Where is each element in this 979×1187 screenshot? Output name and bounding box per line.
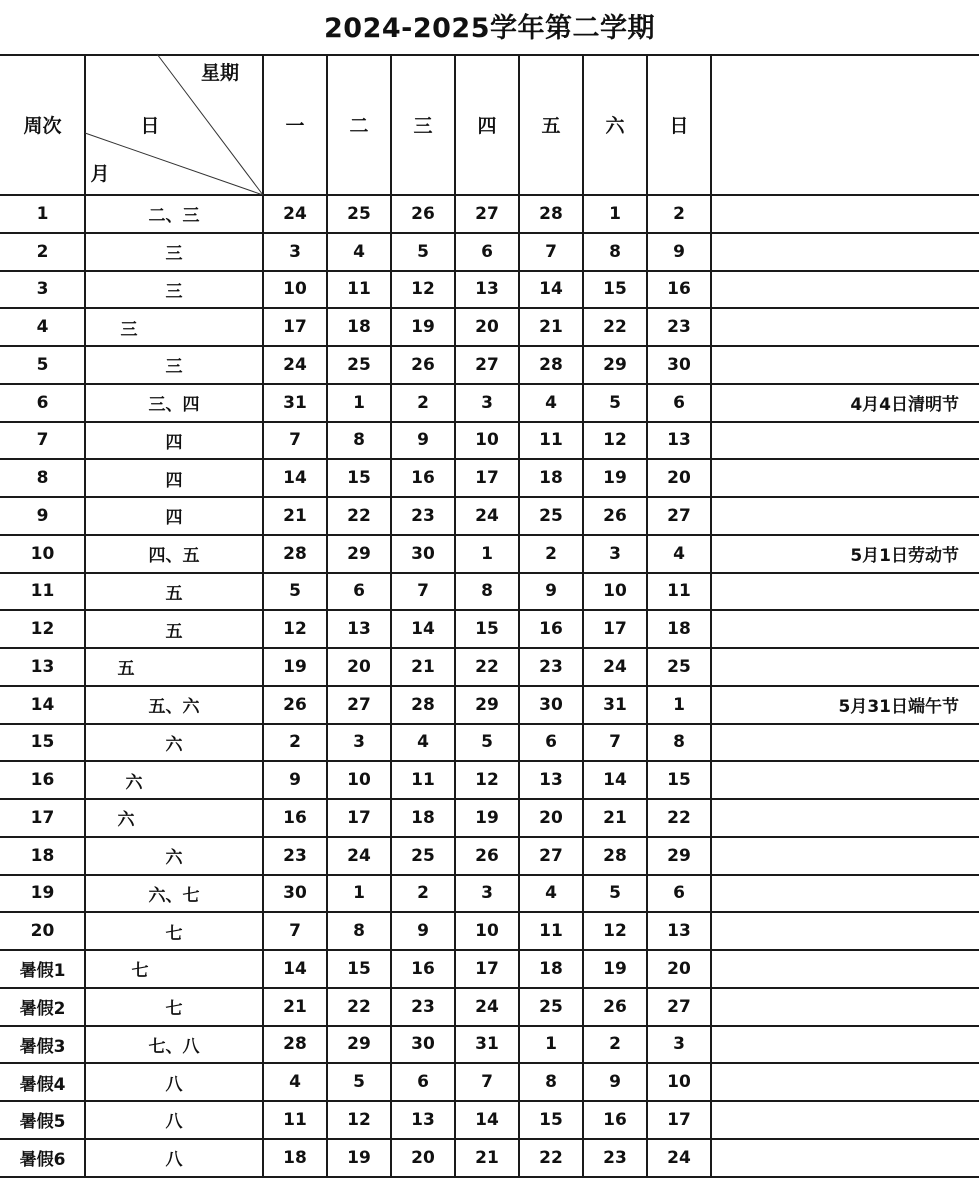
day-number: 29	[347, 543, 371, 564]
header-corner-weekday: 星期	[200, 61, 239, 84]
week-number: 暑假5	[19, 1112, 66, 1133]
day-number: 30	[411, 1034, 435, 1055]
day-number: 14	[539, 279, 563, 300]
day-number: 9	[417, 921, 429, 942]
month-label: 七、八	[148, 1036, 200, 1057]
day-number: 2	[673, 203, 685, 224]
day-number: 17	[347, 807, 371, 828]
day-number: 24	[283, 354, 307, 375]
day-number: 11	[347, 279, 371, 300]
day-number: 4	[545, 883, 557, 904]
day-number: 2	[417, 883, 429, 904]
day-number: 3	[673, 1034, 685, 1055]
day-number: 24	[603, 656, 627, 677]
day-number: 13	[475, 279, 499, 300]
day-number: 19	[475, 807, 499, 828]
week-number: 11	[30, 581, 55, 602]
day-number: 30	[539, 694, 563, 715]
day-number: 21	[283, 996, 307, 1017]
day-number: 15	[347, 468, 371, 489]
day-number: 13	[411, 1109, 435, 1130]
holiday-note	[711, 497, 959, 535]
day-number: 27	[667, 996, 691, 1017]
day-number: 17	[603, 619, 627, 640]
day-number: 22	[667, 807, 691, 828]
holiday-note: 4月4日清明节	[850, 395, 959, 416]
day-number: 10	[667, 1072, 691, 1093]
day-number: 1	[353, 392, 365, 413]
day-number: 3	[481, 392, 493, 413]
holiday-note	[711, 1026, 959, 1064]
holiday-note	[711, 837, 959, 875]
day-number: 20	[667, 958, 691, 979]
holiday-note: 5月31日端午节	[838, 697, 959, 718]
day-number: 10	[475, 921, 499, 942]
week-number: 9	[36, 505, 49, 526]
day-number: 27	[539, 845, 563, 866]
day-number: 31	[603, 694, 627, 715]
day-number: 11	[283, 1109, 307, 1130]
day-number: 8	[353, 430, 365, 451]
day-number: 29	[603, 354, 627, 375]
day-number: 11	[539, 921, 563, 942]
week-number: 5	[36, 354, 49, 375]
day-number: 28	[283, 1034, 307, 1055]
header-week-no: 周次	[23, 115, 62, 137]
month-label: 二、三	[148, 206, 200, 227]
day-number: 14	[475, 1109, 499, 1130]
week-number: 16	[30, 770, 55, 791]
header-weekday: 五	[541, 115, 561, 137]
day-number: 7	[481, 1072, 493, 1093]
holiday-note	[711, 950, 959, 988]
month-label: 五、六	[148, 697, 200, 718]
day-number: 10	[283, 279, 307, 300]
day-number: 2	[289, 732, 301, 753]
day-number: 15	[539, 1109, 563, 1130]
day-number: 16	[539, 619, 563, 640]
week-number: 暑假6	[19, 1150, 66, 1171]
day-number: 6	[545, 732, 557, 753]
week-number: 19	[30, 883, 55, 904]
day-number: 6	[673, 883, 685, 904]
day-number: 3	[481, 883, 493, 904]
day-number: 25	[539, 505, 563, 526]
day-number: 12	[603, 921, 627, 942]
day-number: 6	[481, 241, 493, 262]
day-number: 25	[411, 845, 435, 866]
week-number: 6	[36, 392, 49, 413]
week-number: 7	[36, 430, 49, 451]
holiday-note	[711, 1101, 959, 1139]
week-number: 暑假2	[19, 999, 66, 1020]
holiday-note	[711, 799, 959, 837]
day-number: 27	[347, 694, 371, 715]
header-corner-day: 日	[140, 115, 160, 137]
day-number: 24	[667, 1147, 691, 1168]
month-label: 七	[131, 961, 149, 982]
holiday-note	[711, 271, 959, 309]
day-number: 12	[283, 619, 307, 640]
day-number: 9	[289, 770, 301, 791]
day-number: 28	[539, 354, 563, 375]
day-number: 26	[603, 505, 627, 526]
week-number: 12	[30, 619, 55, 640]
day-number: 5	[609, 883, 621, 904]
month-label: 七	[165, 923, 183, 944]
week-number: 暑假3	[19, 1036, 66, 1057]
day-number: 30	[667, 354, 691, 375]
holiday-note	[711, 610, 959, 648]
month-label: 七	[165, 999, 183, 1020]
day-number: 14	[603, 770, 627, 791]
day-number: 23	[667, 317, 691, 338]
day-number: 18	[539, 958, 563, 979]
month-label: 六	[125, 772, 143, 793]
month-label: 八	[165, 1074, 183, 1095]
week-number: 1	[36, 203, 49, 224]
day-number: 26	[603, 996, 627, 1017]
day-number: 18	[411, 807, 435, 828]
week-number: 14	[30, 694, 55, 715]
day-number: 5	[353, 1072, 365, 1093]
day-number: 29	[347, 1034, 371, 1055]
day-number: 22	[475, 656, 499, 677]
week-number: 10	[30, 543, 55, 564]
holiday-note	[711, 1063, 959, 1101]
day-number: 16	[603, 1109, 627, 1130]
day-number: 25	[667, 656, 691, 677]
day-number: 13	[539, 770, 563, 791]
day-number: 26	[411, 203, 435, 224]
day-number: 9	[673, 241, 685, 262]
day-number: 22	[603, 317, 627, 338]
month-label: 三	[120, 319, 138, 340]
week-number: 15	[30, 732, 55, 753]
month-label: 五	[165, 583, 183, 604]
holiday-note	[711, 988, 959, 1026]
day-number: 17	[475, 958, 499, 979]
holiday-note	[711, 573, 959, 611]
week-number: 18	[30, 845, 55, 866]
month-label: 六	[165, 734, 183, 755]
holiday-note	[711, 912, 959, 950]
day-number: 31	[283, 392, 307, 413]
day-number: 20	[667, 468, 691, 489]
day-number: 14	[411, 619, 435, 640]
week-number: 13	[30, 656, 55, 677]
day-number: 12	[411, 279, 435, 300]
day-number: 15	[603, 279, 627, 300]
day-number: 16	[283, 807, 307, 828]
day-number: 22	[347, 996, 371, 1017]
header-weekday: 日	[669, 115, 689, 137]
day-number: 26	[283, 694, 307, 715]
day-number: 4	[673, 543, 685, 564]
day-number: 15	[475, 619, 499, 640]
day-number: 9	[417, 430, 429, 451]
day-number: 5	[289, 581, 301, 602]
day-number: 24	[475, 505, 499, 526]
day-number: 13	[667, 921, 691, 942]
day-number: 24	[347, 845, 371, 866]
day-number: 24	[475, 996, 499, 1017]
day-number: 20	[539, 807, 563, 828]
week-number: 2	[36, 241, 49, 262]
header-weekday: 三	[413, 115, 433, 137]
day-number: 2	[545, 543, 557, 564]
day-number: 10	[603, 581, 627, 602]
day-number: 23	[411, 505, 435, 526]
month-label: 三	[165, 244, 183, 265]
day-number: 16	[411, 468, 435, 489]
day-number: 31	[475, 1034, 499, 1055]
day-number: 4	[353, 241, 365, 262]
day-number: 8	[545, 1072, 557, 1093]
day-number: 6	[673, 392, 685, 413]
day-number: 26	[475, 845, 499, 866]
day-number: 16	[411, 958, 435, 979]
day-number: 1	[481, 543, 493, 564]
day-number: 2	[609, 1034, 621, 1055]
day-number: 3	[353, 732, 365, 753]
day-number: 17	[283, 317, 307, 338]
day-number: 18	[667, 619, 691, 640]
week-number: 4	[36, 317, 49, 338]
day-number: 4	[417, 732, 429, 753]
day-number: 25	[539, 996, 563, 1017]
day-number: 7	[289, 921, 301, 942]
header-corner-month: 月	[90, 162, 110, 185]
day-number: 1	[609, 203, 621, 224]
day-number: 21	[603, 807, 627, 828]
day-number: 13	[667, 430, 691, 451]
day-number: 19	[411, 317, 435, 338]
week-number: 暑假4	[19, 1074, 66, 1095]
holiday-note	[711, 761, 959, 799]
day-number: 8	[481, 581, 493, 602]
day-number: 23	[411, 996, 435, 1017]
page-title: 2024-2025学年第二学期	[324, 12, 655, 44]
week-number: 20	[30, 921, 55, 942]
day-number: 15	[347, 958, 371, 979]
month-label: 四	[165, 508, 183, 529]
day-number: 22	[347, 505, 371, 526]
day-number: 1	[545, 1034, 557, 1055]
month-label: 四、五	[148, 546, 200, 567]
day-number: 9	[545, 581, 557, 602]
month-label: 六	[165, 848, 183, 869]
day-number: 21	[283, 505, 307, 526]
day-number: 21	[411, 656, 435, 677]
day-number: 11	[539, 430, 563, 451]
week-number: 17	[30, 807, 55, 828]
day-number: 5	[609, 392, 621, 413]
day-number: 23	[603, 1147, 627, 1168]
day-number: 21	[539, 317, 563, 338]
holiday-note	[711, 724, 959, 762]
day-number: 11	[667, 581, 691, 602]
day-number: 19	[603, 958, 627, 979]
month-label: 四	[165, 470, 183, 491]
day-number: 22	[539, 1147, 563, 1168]
day-number: 3	[289, 241, 301, 262]
day-number: 18	[347, 317, 371, 338]
day-number: 30	[283, 883, 307, 904]
holiday-note	[711, 195, 959, 233]
month-label: 三	[165, 357, 183, 378]
day-number: 20	[475, 317, 499, 338]
day-number: 18	[283, 1147, 307, 1168]
day-number: 12	[475, 770, 499, 791]
day-number: 19	[283, 656, 307, 677]
day-number: 30	[411, 543, 435, 564]
month-label: 五	[165, 621, 183, 642]
month-label: 六、七	[148, 885, 200, 906]
day-number: 7	[609, 732, 621, 753]
header-weekday: 一	[285, 115, 305, 137]
holiday-note	[711, 648, 959, 686]
day-number: 28	[283, 543, 307, 564]
day-number: 23	[283, 845, 307, 866]
day-number: 14	[283, 958, 307, 979]
holiday-note: 5月1日劳动节	[850, 546, 959, 567]
holiday-note	[711, 875, 959, 913]
day-number: 19	[347, 1147, 371, 1168]
day-number: 17	[667, 1109, 691, 1130]
day-number: 1	[353, 883, 365, 904]
day-number: 6	[417, 1072, 429, 1093]
header-weekday: 四	[477, 115, 497, 137]
day-number: 8	[353, 921, 365, 942]
day-number: 16	[667, 279, 691, 300]
day-number: 12	[603, 430, 627, 451]
day-number: 4	[289, 1072, 301, 1093]
day-number: 8	[609, 241, 621, 262]
holiday-note	[711, 346, 959, 384]
day-number: 6	[353, 581, 365, 602]
header-weekday: 二	[349, 115, 369, 137]
day-number: 7	[417, 581, 429, 602]
day-number: 23	[539, 656, 563, 677]
day-number: 28	[603, 845, 627, 866]
day-number: 7	[545, 241, 557, 262]
day-number: 8	[673, 732, 685, 753]
month-label: 八	[165, 1112, 183, 1133]
holiday-note	[711, 459, 959, 497]
month-label: 三、四	[148, 395, 200, 416]
month-label: 三	[165, 281, 183, 302]
week-number: 8	[36, 468, 49, 489]
holiday-note	[711, 422, 959, 460]
day-number: 5	[417, 241, 429, 262]
day-number: 27	[475, 354, 499, 375]
day-number: 27	[475, 203, 499, 224]
month-label: 四	[165, 432, 183, 453]
day-number: 4	[545, 392, 557, 413]
week-number: 暑假1	[19, 961, 66, 982]
day-number: 19	[603, 468, 627, 489]
day-number: 12	[347, 1109, 371, 1130]
week-number: 3	[36, 279, 49, 300]
day-number: 18	[539, 468, 563, 489]
day-number: 20	[347, 656, 371, 677]
day-number: 5	[481, 732, 493, 753]
day-number: 24	[283, 203, 307, 224]
day-number: 2	[417, 392, 429, 413]
day-number: 14	[283, 468, 307, 489]
day-number: 3	[609, 543, 621, 564]
day-number: 17	[475, 468, 499, 489]
header-weekday: 六	[605, 115, 625, 137]
day-number: 10	[475, 430, 499, 451]
day-number: 7	[289, 430, 301, 451]
day-number: 9	[609, 1072, 621, 1093]
holiday-note	[711, 1139, 959, 1177]
month-label: 五	[117, 659, 135, 680]
day-number: 28	[411, 694, 435, 715]
day-number: 20	[411, 1147, 435, 1168]
day-number: 28	[539, 203, 563, 224]
day-number: 10	[347, 770, 371, 791]
day-number: 25	[347, 354, 371, 375]
day-number: 11	[411, 770, 435, 791]
holiday-note	[711, 308, 959, 346]
day-number: 29	[667, 845, 691, 866]
day-number: 13	[347, 619, 371, 640]
day-number: 21	[475, 1147, 499, 1168]
day-number: 29	[475, 694, 499, 715]
day-number: 26	[411, 354, 435, 375]
holiday-note	[711, 233, 959, 271]
day-number: 1	[673, 694, 685, 715]
month-label: 八	[165, 1150, 183, 1171]
month-label: 六	[117, 810, 135, 831]
day-number: 15	[667, 770, 691, 791]
day-number: 27	[667, 505, 691, 526]
day-number: 25	[347, 203, 371, 224]
